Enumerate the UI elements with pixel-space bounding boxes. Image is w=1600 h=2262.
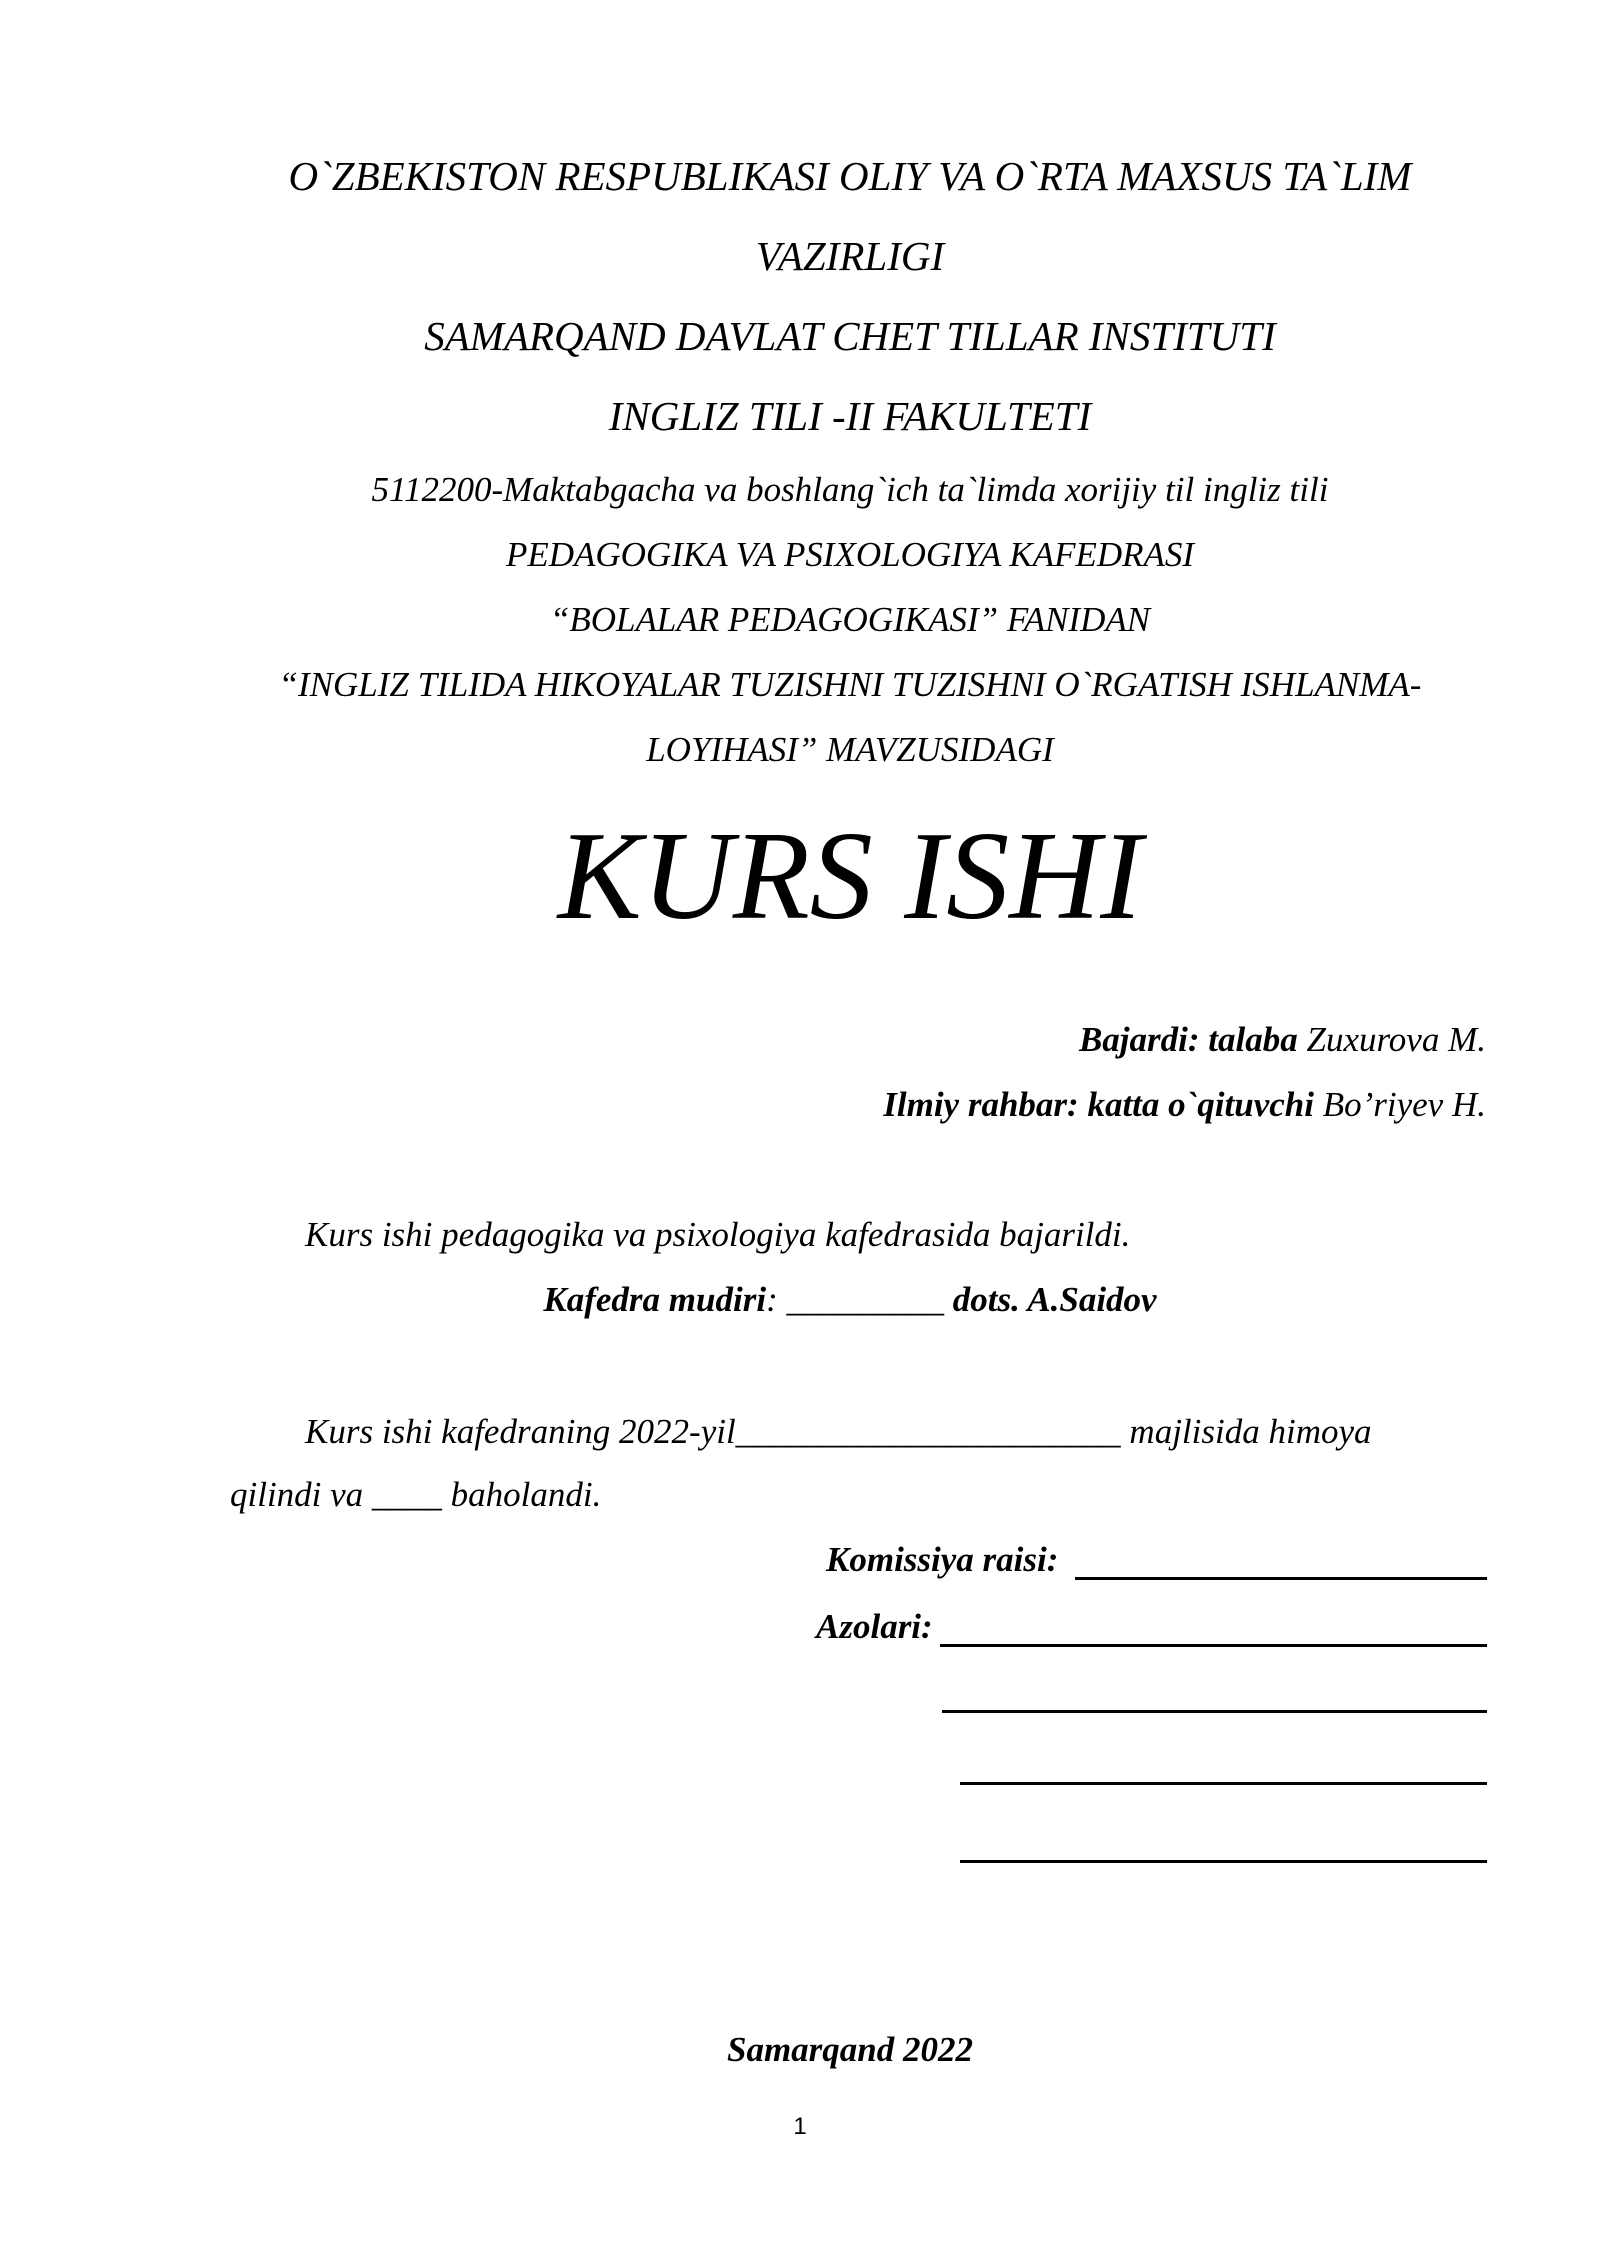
commission-member-line-4: [960, 1860, 1487, 1863]
performer-name: Zuxurova M.: [1297, 1020, 1486, 1059]
advisor-label: Ilmiy rahbar: katta o`qituvchi: [883, 1085, 1314, 1124]
commission-chair-label: Komissiya raisi:: [826, 1540, 1059, 1579]
department-note: Kurs ishi pedagogika va psixologiya kafedrasida bajarildi.: [305, 1215, 1131, 1254]
specialty-line: 5112200-Maktabgacha va boshlang`ich ta`limda xorijiy til ingliz tili: [371, 470, 1329, 509]
topic-line-2: LOYIHASI” MAVZUSIDAGI: [646, 730, 1054, 769]
document-title: KURS ISHI: [557, 807, 1143, 946]
topic-line-1: “INGLIZ TILIDA HIKOYALAR TUZISHNI TUZISHNI O`RGATISH ISHLANMA-: [278, 665, 1422, 704]
commission-member-line-1: [940, 1644, 1487, 1647]
place-year: Samarqand 2022: [726, 2030, 974, 2069]
commission-member-line-3: [960, 1782, 1487, 1785]
commission-member-line-2: [942, 1710, 1487, 1713]
subject-line: “BOLALAR PEDAGOGIKASI” FANIDAN: [549, 600, 1151, 639]
defense-line-1: Kurs ishi kafedraning 2022-yil______________________ majlisida himoya: [305, 1412, 1372, 1451]
commission-members-label: Azolari:: [816, 1607, 933, 1646]
performer-line: [1079, 1020, 1486, 1060]
department-head-signature: : _________: [766, 1280, 953, 1319]
performer-label: Bajardi: talaba: [1078, 1020, 1298, 1059]
advisor-line: [883, 1085, 1486, 1125]
ministry-line-1: O`ZBEKISTON RESPUBLIKASI OLIY VA O`RTA MAXSUS TA`LIM: [288, 153, 1412, 199]
department-name: PEDAGOGIKA VA PSIXOLOGIYA KAFEDRASI: [505, 535, 1195, 574]
page-number: 1: [793, 2113, 807, 2140]
defense-line-2: qilindi va ____ baholandi.: [230, 1475, 602, 1514]
department-head-name: dots. A.Saidov: [952, 1280, 1157, 1319]
commission-chair-signature-line: [1075, 1577, 1487, 1580]
department-head-line: [230, 1280, 1470, 1320]
faculty-name: INGLIZ TILI -II FAKULTETI: [608, 393, 1092, 439]
advisor-name: Bo’riyev H.: [1313, 1085, 1486, 1124]
ministry-line-2: VAZIRLIGI: [755, 233, 945, 279]
department-head-label: Kafedra mudiri: [543, 1280, 767, 1319]
institute-name: SAMARQAND DAVLAT CHET TILLAR INSTITUTI: [424, 313, 1276, 359]
